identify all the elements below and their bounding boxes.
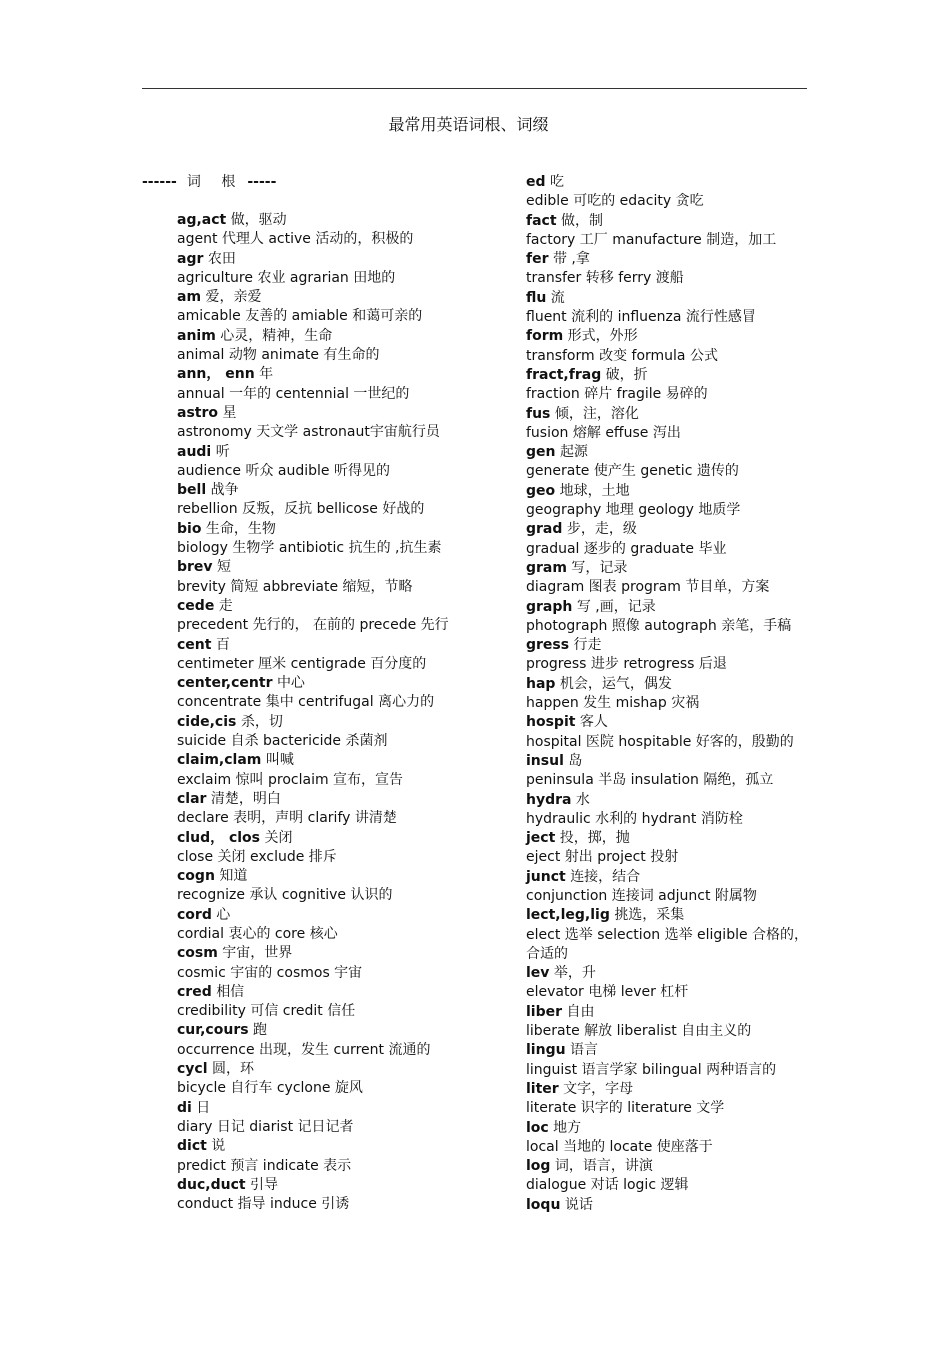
root-word: clar xyxy=(177,790,207,807)
root-entry xyxy=(177,481,462,500)
root-meaning: 爱，亲爱 xyxy=(205,289,262,306)
top-rule xyxy=(142,88,807,89)
root-entry xyxy=(177,906,462,925)
root-meaning: 做，制 xyxy=(560,212,603,229)
root-meaning: 心 xyxy=(216,906,231,923)
root-meaning: 地球，土地 xyxy=(559,482,630,499)
root-word: liber xyxy=(526,1003,563,1020)
example-line: close 关闭 exclude 排斥 xyxy=(177,848,337,865)
root-entry xyxy=(177,365,462,384)
example-line: progress 进步 retrogress 后退 xyxy=(526,656,727,673)
example-line: cosmic 宇宙的 cosmos 宇宙 xyxy=(177,964,363,981)
heading-dash-right: ----- xyxy=(247,174,277,190)
root-entry xyxy=(526,443,811,462)
root-meaning: 破，折 xyxy=(605,366,648,383)
root-word: loqu xyxy=(526,1196,561,1213)
right-column xyxy=(526,173,811,1215)
example-line: astronomy 天文学 astronaut宇宙航行员 xyxy=(177,424,440,441)
example-line: literate 识字的 literature 文学 xyxy=(526,1100,725,1117)
example-line: agriculture 农业 agrarian 田地的 xyxy=(177,269,396,286)
root-entry xyxy=(177,829,462,848)
example-line: linguist 语言学家 bilingual 两种语言的 xyxy=(526,1061,777,1078)
root-entry xyxy=(177,211,462,230)
page-title: 最常用英语词根、词缀 xyxy=(388,115,549,134)
root-entry xyxy=(177,558,462,577)
example-line: fluent 流利的 influenza 流行性感冒 xyxy=(526,309,756,326)
root-meaning: 清楚，明白 xyxy=(210,790,281,807)
root-entry xyxy=(526,1157,811,1176)
root-entry xyxy=(177,713,462,732)
root-meaning: 生命，生物 xyxy=(205,520,276,537)
root-word: form xyxy=(526,328,564,345)
section-heading xyxy=(142,173,276,192)
root-word: audi xyxy=(177,443,212,460)
root-word: gram xyxy=(526,559,567,576)
root-word: center,centr xyxy=(177,675,273,692)
root-entry xyxy=(177,1176,462,1195)
example-line: rebellion 反叛，反抗 bellicose 好战的 xyxy=(177,501,425,518)
example-line: biology 生物学 antibiotic 抗生的 ,抗生素 xyxy=(177,540,442,557)
root-word: am xyxy=(177,289,202,306)
example-line: photograph 照像 autograph 亲笔，手稿 xyxy=(526,617,792,634)
root-entry xyxy=(177,1137,462,1156)
root-word: hydra xyxy=(526,791,572,808)
root-entry xyxy=(177,250,462,269)
root-entry xyxy=(526,713,811,732)
root-word: claim,clam xyxy=(177,752,262,769)
root-word: cord xyxy=(177,906,212,923)
root-meaning: 行走 xyxy=(573,637,602,654)
root-meaning: 连接，结合 xyxy=(570,868,641,885)
root-word: hap xyxy=(526,675,556,692)
root-entry xyxy=(526,791,811,810)
root-word: ed xyxy=(526,174,546,190)
root-word: cede xyxy=(177,597,215,614)
example-line: fusion 熔解 effuse 泻出 xyxy=(526,424,681,441)
root-entry xyxy=(177,636,462,655)
root-meaning: 起源 xyxy=(559,444,588,461)
root-entry xyxy=(526,1041,811,1060)
root-entry xyxy=(177,1099,462,1118)
root-word: log xyxy=(526,1158,551,1175)
root-meaning: 文字，字母 xyxy=(563,1080,634,1097)
root-word: bell xyxy=(177,482,207,499)
root-meaning: 星 xyxy=(222,404,237,421)
root-word: grad xyxy=(526,521,563,538)
root-entry xyxy=(526,212,811,231)
root-meaning: 年 xyxy=(259,366,274,383)
root-meaning: 农田 xyxy=(207,250,236,267)
root-entry xyxy=(526,520,811,539)
root-meaning: 挑选，采集 xyxy=(614,907,685,924)
root-word: brev xyxy=(177,559,213,576)
root-word: anim xyxy=(177,327,216,344)
example-line: edible 可吃的 edacity 贪吃 xyxy=(526,193,704,210)
root-entry xyxy=(177,443,462,462)
root-entry xyxy=(177,1060,462,1079)
example-line: brevity 简短 abbreviate 缩短，节略 xyxy=(177,578,413,595)
root-entry xyxy=(177,790,462,809)
root-meaning: 短 xyxy=(217,559,231,576)
root-meaning: 做，驱动 xyxy=(230,212,287,228)
root-entry xyxy=(526,752,811,771)
heading-dash-left: ------ xyxy=(142,174,177,190)
root-word: ann， enn xyxy=(177,366,255,383)
root-entry xyxy=(177,1021,462,1040)
root-word: lect,leg,lig xyxy=(526,907,610,924)
root-meaning: 词，语言，讲演 xyxy=(554,1158,653,1175)
root-word: duc,duct xyxy=(177,1176,246,1193)
root-meaning: 战争 xyxy=(210,482,239,499)
root-word: lev xyxy=(526,965,550,982)
example-line: concentrate 集中 centrifugal 离心力的 xyxy=(177,694,435,711)
root-entry xyxy=(526,829,811,848)
root-meaning: 岛 xyxy=(568,752,583,769)
root-word: liter xyxy=(526,1080,559,1097)
root-meaning: 吃 xyxy=(549,174,564,190)
example-line: recognize 承认 cognitive 认识的 xyxy=(177,887,393,904)
root-word: di xyxy=(177,1099,192,1116)
root-word: insul xyxy=(526,752,564,769)
root-word: fer xyxy=(526,251,549,268)
left-column xyxy=(177,211,462,1214)
root-word: cide,cis xyxy=(177,713,237,730)
root-entry xyxy=(177,674,462,693)
example-line: transform 改变 formula 公式 xyxy=(526,347,718,364)
root-entry xyxy=(177,983,462,1002)
example-line: dialogue 对话 logic 逻辑 xyxy=(526,1177,689,1194)
example-line: peninsula 半岛 insulation 隔绝，孤立 xyxy=(526,772,774,789)
example-line: amicable 友善的 amiable 和蔼可亲的 xyxy=(177,308,423,325)
root-word: ag,act xyxy=(177,212,227,228)
root-meaning: 说话 xyxy=(564,1196,593,1213)
root-word: dict xyxy=(177,1138,207,1155)
root-meaning: 机会，运气，偶发 xyxy=(559,675,672,692)
root-meaning: 流 xyxy=(550,289,565,306)
example-line: bicycle 自行车 cyclone 旋风 xyxy=(177,1080,363,1097)
root-meaning: 引导 xyxy=(250,1176,279,1193)
root-entry xyxy=(526,405,811,424)
root-word: gress xyxy=(526,637,570,654)
example-line: elect 选举 selection 选举 eligible 合格的，合适的 xyxy=(526,926,809,962)
root-meaning: 水 xyxy=(575,791,590,808)
root-meaning: 跑 xyxy=(253,1022,268,1039)
example-line: exclaim 惊叫 proclaim 宣布，宣告 xyxy=(177,771,404,788)
root-word: clud， clos xyxy=(177,829,261,846)
root-entry xyxy=(526,1080,811,1099)
root-meaning: 宇宙，世界 xyxy=(222,945,293,962)
root-meaning: 写 ,画，记录 xyxy=(576,598,656,615)
root-entry xyxy=(526,173,811,192)
example-line: factory 工厂 manufacture 制造，加工 xyxy=(526,231,777,248)
root-entry xyxy=(177,867,462,886)
root-meaning: 地方 xyxy=(553,1119,582,1136)
root-word: cycl xyxy=(177,1061,208,1078)
root-word: cur,cours xyxy=(177,1022,249,1039)
example-line: geography 地理 geology 地质学 xyxy=(526,502,741,519)
example-line: liberate 解放 liberalist 自由主义的 xyxy=(526,1023,752,1040)
example-line: audience 听众 audible 听得见的 xyxy=(177,462,390,479)
root-word: astro xyxy=(177,404,218,421)
root-meaning: 心灵，精神，生命 xyxy=(220,327,333,344)
root-word: hospit xyxy=(526,714,576,731)
root-entry xyxy=(526,327,811,346)
root-entry xyxy=(526,482,811,501)
root-word: flu xyxy=(526,289,547,306)
root-entry xyxy=(177,751,462,770)
root-meaning: 日 xyxy=(196,1099,211,1116)
root-meaning: 举，升 xyxy=(553,965,596,982)
root-entry xyxy=(526,250,811,269)
example-line: centimeter 厘米 centigrade 百分度的 xyxy=(177,655,427,672)
example-line: agent 代理人 active 活动的，积极的 xyxy=(177,231,414,248)
root-entry xyxy=(177,944,462,963)
root-entry xyxy=(526,636,811,655)
example-line: gradual 逐步的 graduate 毕业 xyxy=(526,540,727,557)
root-word: cogn xyxy=(177,868,215,885)
root-word: gen xyxy=(526,444,556,461)
heading-label: 词 根 xyxy=(186,174,244,190)
root-word: fract,frag xyxy=(526,366,602,383)
example-line: predict 预言 indicate 表示 xyxy=(177,1157,352,1174)
example-line: hydraulic 水利的 hydrant 消防栓 xyxy=(526,810,743,827)
root-meaning: 客人 xyxy=(579,714,608,731)
root-entry xyxy=(526,906,811,925)
example-line: elevator 电梯 lever 杠杆 xyxy=(526,984,689,1001)
example-line: cordial 衷心的 core 核心 xyxy=(177,925,338,942)
root-word: ject xyxy=(526,830,556,847)
root-word: graph xyxy=(526,598,573,615)
example-line: diary 日记 diarist 记日记者 xyxy=(177,1118,354,1135)
root-entry xyxy=(526,1196,811,1215)
example-line: diagram 图表 program 节目单，方案 xyxy=(526,579,770,596)
example-line: hospital 医院 hospitable 好客的，殷勤的 xyxy=(526,733,794,750)
root-entry xyxy=(526,559,811,578)
example-line: occurrence 出现，发生 current 流通的 xyxy=(177,1041,431,1058)
root-entry xyxy=(177,520,462,539)
root-entry xyxy=(526,598,811,617)
example-line: fraction 碎片 fragile 易碎的 xyxy=(526,386,708,403)
root-meaning: 杀，切 xyxy=(240,713,283,730)
example-line: generate 使产生 genetic 遗传的 xyxy=(526,463,739,480)
root-entry xyxy=(526,366,811,385)
root-entry xyxy=(526,868,811,887)
root-word: fus xyxy=(526,405,551,422)
root-word: geo xyxy=(526,482,556,499)
root-entry xyxy=(177,404,462,423)
root-meaning: 百 xyxy=(215,636,230,653)
example-line: conduct 指导 induce 引诱 xyxy=(177,1196,350,1213)
root-meaning: 写，记录 xyxy=(571,559,628,576)
root-meaning: 自由 xyxy=(566,1003,595,1020)
example-line: precedent 先行的， 在前的 precede 先行 xyxy=(177,617,449,634)
root-entry xyxy=(177,327,462,346)
root-meaning: 圆，环 xyxy=(211,1061,254,1078)
root-entry xyxy=(526,289,811,308)
root-word: junct xyxy=(526,868,566,885)
root-meaning: 带 ,拿 xyxy=(552,251,590,268)
root-word: bio xyxy=(177,520,202,537)
root-meaning: 中心 xyxy=(276,675,305,692)
root-word: agr xyxy=(177,250,204,267)
root-entry xyxy=(526,675,811,694)
example-line: annual 一年的 centennial 一世纪的 xyxy=(177,385,410,402)
root-entry xyxy=(177,597,462,616)
example-line: eject 射出 project 投射 xyxy=(526,849,679,866)
example-line: suicide 自杀 bactericide 杀菌剂 xyxy=(177,733,388,750)
root-word: loc xyxy=(526,1119,549,1136)
example-line: transfer 转移 ferry 渡船 xyxy=(526,270,684,287)
root-entry xyxy=(526,964,811,983)
root-meaning: 走 xyxy=(218,597,233,614)
root-meaning: 知道 xyxy=(219,868,248,885)
root-entry xyxy=(177,288,462,307)
root-meaning: 叫喊 xyxy=(265,752,294,769)
example-line: local 当地的 locate 使座落于 xyxy=(526,1138,713,1155)
root-meaning: 语言 xyxy=(570,1042,599,1059)
example-line: happen 发生 mishap 灾祸 xyxy=(526,695,700,712)
root-word: cred xyxy=(177,983,212,1000)
example-line: credibility 可信 credit 信任 xyxy=(177,1003,356,1020)
root-word: lingu xyxy=(526,1042,566,1059)
root-word: cosm xyxy=(177,945,218,962)
example-line: conjunction 连接词 adjunct 附属物 xyxy=(526,887,757,904)
example-line: animal 动物 animate 有生命的 xyxy=(177,347,380,364)
root-word: cent xyxy=(177,636,212,653)
root-entry xyxy=(526,1003,811,1022)
root-meaning: 说 xyxy=(211,1138,226,1155)
root-meaning: 步，走，级 xyxy=(566,521,637,538)
root-meaning: 倾，注，溶化 xyxy=(554,405,639,422)
root-meaning: 听 xyxy=(215,443,230,460)
root-word: fact xyxy=(526,212,557,229)
root-meaning: 相信 xyxy=(216,983,245,1000)
root-meaning: 投，掷，抛 xyxy=(559,830,630,847)
root-meaning: 关闭 xyxy=(264,829,293,846)
root-meaning: 形式，外形 xyxy=(567,328,638,345)
example-line: declare 表明，声明 clarify 讲清楚 xyxy=(177,810,397,827)
root-entry xyxy=(526,1119,811,1138)
